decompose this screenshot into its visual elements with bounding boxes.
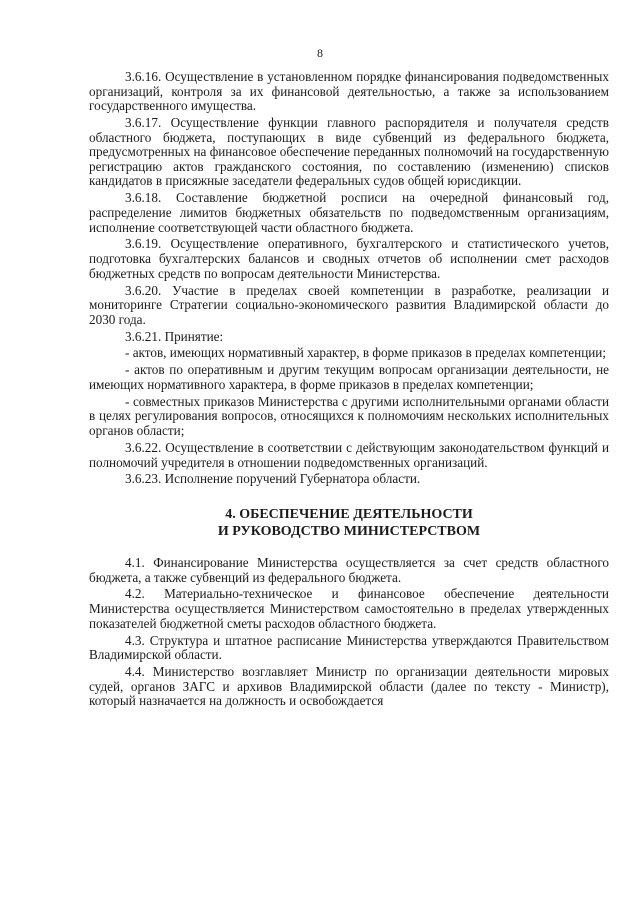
paragraph-4-2: 4.2. Материально-техническое и финансовое обеспечение деятельности Министерства осуществляется Министерством самостоятельно в пределах утвержденных показателей бюджетной сметы расходов областного бюджета. [89, 586, 609, 631]
document-body [89, 70, 609, 711]
paragraph-3-6-23: 3.6.23. Исполнение поручений Губернатора области. [125, 471, 421, 487]
list-item-operational-acts: - актов по оперативным и другим текущим вопросам организации деятельности, не имеющих нормативного характера, в форме приказов в пределах компетенции; [89, 362, 609, 392]
paragraph-3-6-18: 3.6.18. Составление бюджетной росписи на очередной финансовый год, распределение лимитов бюджетных обязательств по подведомственным организациям, исполнение соответствующей части областного бюджета. [89, 190, 609, 235]
paragraph-4-3: 4.3. Структура и штатное расписание Министерства утверждаются Правительством Владимирской области. [89, 632, 609, 663]
section-heading [89, 507, 609, 540]
list-item-normative-acts: - актов, имеющих нормативный характер, в форме приказов в пределах компетенции; [125, 345, 607, 361]
paragraph-3-6-19: 3.6.19. Осуществление оперативного, бухгалтерского и статистического учетов, подготовка бухгалтерских балансов и сводных отчетов об исполнении смет расходов бюджетных средств по вопросам деятельности Министерства. [89, 236, 609, 281]
page-number: 8 [317, 46, 323, 60]
paragraph-3-6-17: 3.6.17. Осуществление функции главного распорядителя и получателя средств областного бюджета, поступающих в виде субвенций из федерального бюджета, предусмотренных на финансовое обеспечение переданных полномочий на государственную регистрацию актов гражданского состояния, по составлению (изменению) списков кандидатов в присяжные заседатели федеральных судов общей юрисдикции. [89, 115, 609, 189]
section-heading-line-1: 4. ОБЕСПЕЧЕНИЕ ДЕЯТЕЛЬНОСТИ [225, 507, 473, 522]
paragraph-4-4: 4.4. Министерство возглавляет Министр по организации деятельности мировых судей, органов ЗАГС и архивов Владимирской области (далее по тексту - Министр), который назначается на должность и освобождается [89, 664, 609, 709]
paragraph-3-6-21: 3.6.21. Принятие: [125, 328, 224, 344]
list-item-joint-orders: - совместных приказов Министерства с другими исполнительными органами области в целях регулирования вопросов, относящихся к полномочиям нескольких исполнительных органов области; [89, 393, 609, 439]
paragraph-3-6-16: 3.6.16. Осуществление в установленном порядке финансирования подведомственных организаций, контроля за их финансовой деятельностью, а также за использованием государственного имущества. [89, 69, 609, 114]
paragraph-4-1: 4.1. Финансирование Министерства осуществляется за счет средств областного бюджета, а также субвенций из федерального бюджета. [89, 555, 609, 585]
section-heading-line-2: И РУКОВОДСТВО МИНИСТЕРСТВОМ [217, 523, 481, 539]
paragraph-3-6-20: 3.6.20. Участие в пределах своей компетенции в разработке, реализации и мониторинге Стратегии социально-экономического развития Владимирской области до 2030 года. [89, 282, 609, 327]
paragraph-3-6-22: 3.6.22. Осуществление в соответствии с действующим законодательством функций и полномочий учредителя в отношении подведомственных организаций. [89, 439, 609, 470]
